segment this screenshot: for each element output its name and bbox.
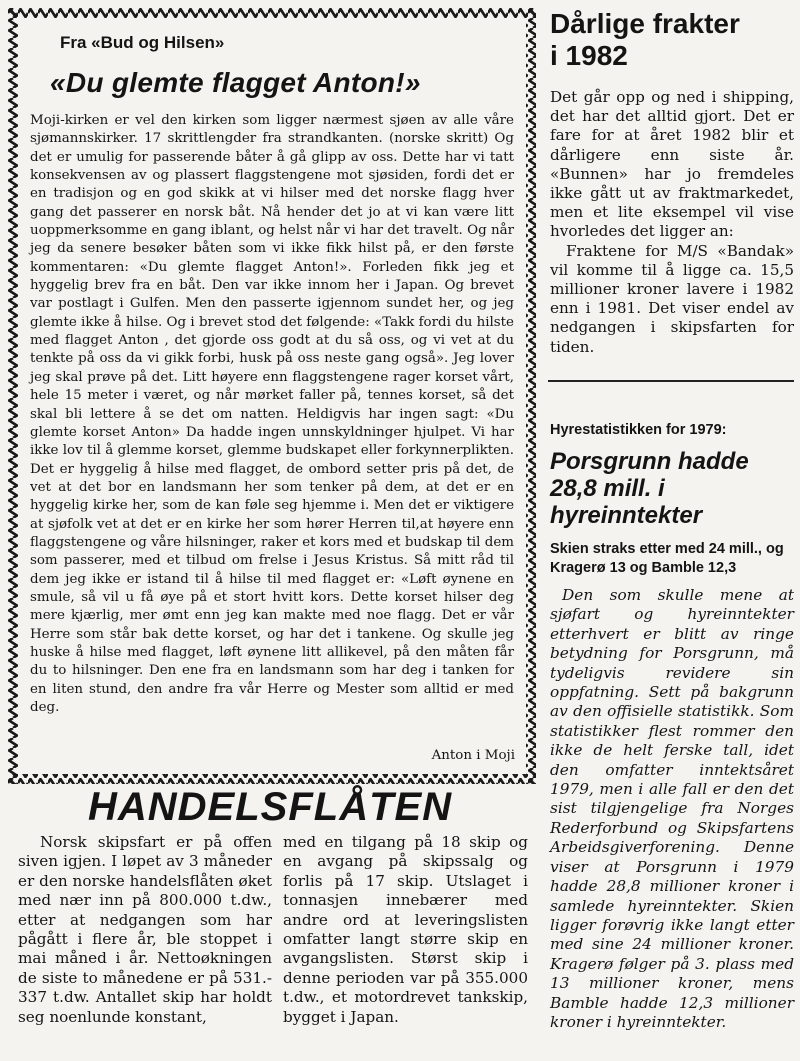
box-signature: Anton i Moji [431,748,515,763]
hyre-title: Porsgrunn hadde 28,8 mill. i hyreinntekter [550,448,749,529]
handelsflaaten-column-1 [18,833,272,1027]
daarlige-body [550,88,794,357]
handelsflaaten-column-2 [283,833,528,1027]
hyre-kicker: Hyrestatistikken for 1979: [550,422,727,438]
handelsflaaten-title: HANDELSFLÅTEN [88,785,453,829]
box-title: «Du glemte flagget Anton!» [50,67,421,98]
handelsflaaten-col2-text: med en tilgang på 18 skip og en avgang på skipssalg og forlis på 17 skip. Utslaget i tonnasjen innebærer med andre ord at leveringslisten omfatter langt større skip en avgangslisten. Størst skip i denne perioden var på 355.000 t.dw., et motordrevet tankskip, bygget i Japan. [283,833,528,1026]
daarlige-title-line1: Dårlige frakter [550,8,740,39]
box-body-text: Moji-kirken er vel den kirken som ligger nærmest sjøen av alle våre sjømannskirker. 17 skrittlengder fra strandkanten. (norske skritt) Og det er umulig for passerende båter å gå glipp av oss. Dette har vi tatt konsekvensen av og plassert flaggstengene mot sjøsiden, fordi det er en tradisjon og en god skikk at vi hilser med det norske flagg hver gang det passerer en norsk båt. Nå hender det jo at vi kan være litt uoppmerksomme en gang iblant, og helst når vi har det travelt. Og når jeg da senere besøker båten som vi ikke fikk hilst på, er den første kommentaren: «Du glemte flagget Anton!». Forleden fikk jeg et hyggelig brev fra en båt. Den var ikke innom her i Japan. Og brevet var postlagt i Gulfen. Men den passerte igjennom sundet her, og jeg glemte ikke å hilse. Og i brevet stod det følgende: «Takk fordi du hilste med flagget Anton , det gjorde oss godt at du så oss, og vi vet at du tenkte på oss da vi gikk forbi, husk på oss neste gang også». Jeg lover jeg skal prøve på det. Litt høyere enn flaggstengene rager korset vårt, hele 15 meter i været, og når mørket faller på, tennes korset, så det skal bli lettere å se det om natten. Heldigvis har ingen sagt: «Du glemte korset Anton» Da hadde ingen unnskyldninger hjulpet. Vi har ikke lov til å glemme korset, glemme budskapet eller forkynnerplikten. Det er hyggelig å hilse med flagget, de ombord setter pris på det, de vet at det bor en landsmann her som tenker på dem, at det er en hyggelig kirke her, som de kan føle seg hjemme i. Men det er viktigere at sjøfolk vet at det er en kirke her som hører Herren til,at høyere enn flaggstengene og våre hilsninger, raker et kors med et budskap til dem som passerer, med et tilbud om frelse i Jesus Kristus. Så mitt råd til dem jeg ikke er istand til å hilse til med flagget er: «Løft øynene en smule, så vil u få øye på et stort hvitt kors. Dette korset hilser deg mere kjærlig, mer ømt enn jeg kan makte med noe flagg. Det er vår Herre som står bak dette korset, og har det i tankene. Og skulle jeg huske å hilse med flagget, løft øynene litt allikevel, på den måten får du to hilsninger. Den ene fra en landsmann som har deg i tanken for en liten stund, den andre fra vår Herre og Mester som alltid er med deg. [30,113,514,715]
hyre-body-text: Den som skulle mene at sjøfart og hyreinntekter etterhvert er blitt av ringe betydning for Porsgrunn, må tydeligvis revidere sin oppfatning. Sett på bakgrunn av den offisielle statistikk. Som statistikker flest rommer den ikke de helt ferske tall, idet den omfatter inntektsåret 1979, men i alle fall er den det sist tilgjengelige fra Norges Rederforbund og Skipsfartens Arbeidsgiverforening. Denne viser at Porsgrunn i 1979 hadde 28,8 millioner kroner i samlede hyreinntekter. Skien ligger forøvrig ikke langt etter med sine 24 millioner kroner. Kragerø følger på 3. plass med 13 millioner kroner, mens Bamble hadde 12,3 millioner kroner i hyreinntekter. [550,586,794,1031]
daarlige-p2: Fraktene for M/S «Bandak» vil komme til å ligge ca. 15,5 millioner kroner lavere i 1982 enn i 1981. Det viser endel av nedgangen i skipsfarten for tiden. [550,241,794,356]
hyre-body [550,586,794,1032]
daarlige-p1: Det går opp og ned i shipping, det har det alltid gjort. Det er fare for at året 1982 blir et dårligere enn siste år. «Bunnen» har jo fremdeles ikke gått ut av fraktmarkedet, men et lite eksempel vil vise hvorledes det ligger an: [550,88,794,241]
box-kicker: Fra «Bud og Hilsen» [60,33,225,52]
daarlige-title [550,8,740,72]
section-divider [548,380,794,382]
hyre-subtitle: Skien straks etter med 24 mill., og Kragerø 13 og Bamble 12,3 [550,541,784,576]
box-body [30,112,514,717]
daarlige-title-line2: i 1982 [550,40,628,71]
handelsflaaten-col1-text: Norsk skipsfart er på offen siven igjen. I løpet av 3 måneder er den norske handelsflåten øket med nær inn på 800.000 t.dw., etter at nedgangen som har pågått i flere år, ble stoppet i mai måned i år. Nettoøkningen de siste to månedene er på 531.- 337 t.dw. Antallet skip har holdt seg noenlunde konstant, [18,833,272,1026]
